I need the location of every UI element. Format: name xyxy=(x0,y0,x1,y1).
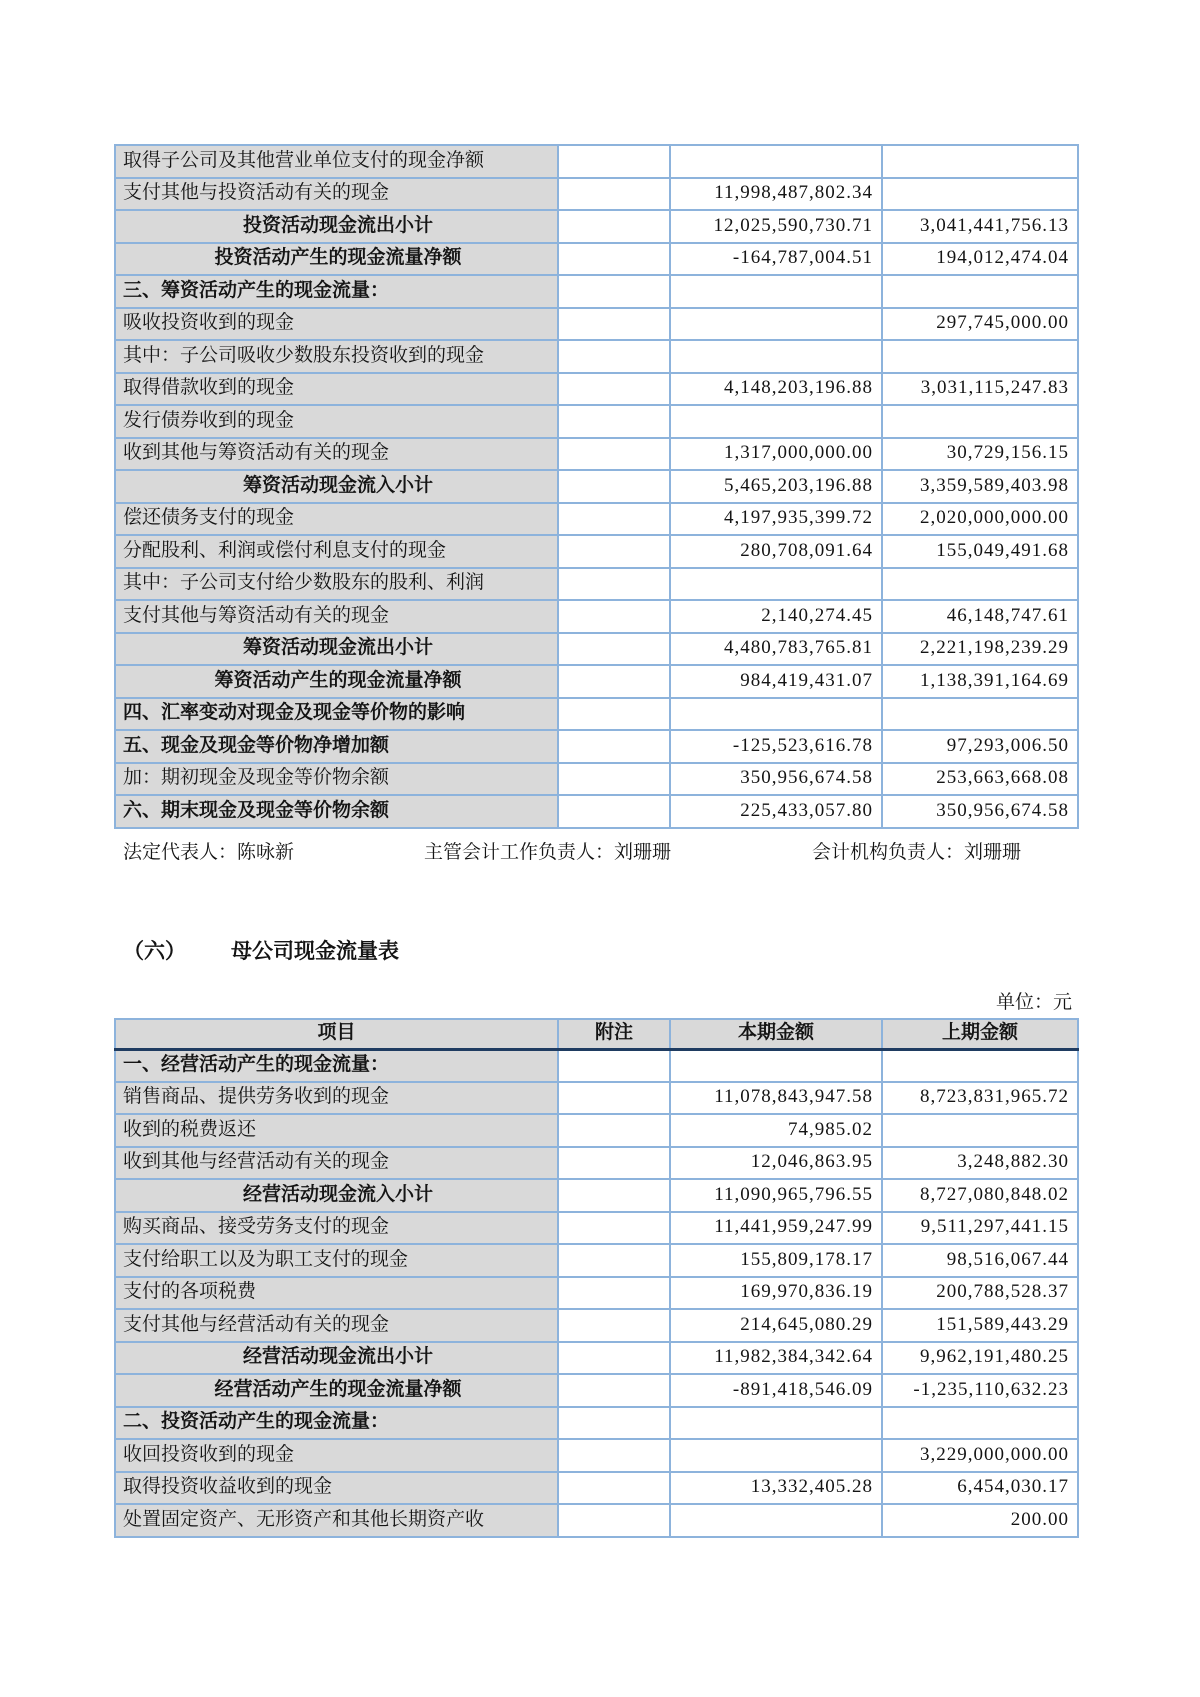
item-label-cell: 支付给职工以及为职工支付的现金 xyxy=(115,1244,558,1277)
item-label-cell: 吸收投资收到的现金 xyxy=(115,308,558,341)
current-amount-cell xyxy=(670,1049,882,1082)
note-cell xyxy=(558,1049,670,1082)
previous-amount-cell: 3,229,000,000.00 xyxy=(882,1439,1078,1472)
current-amount-cell: 11,090,965,796.55 xyxy=(670,1179,882,1212)
item-label-cell: 支付其他与筹资活动有关的现金 xyxy=(115,600,558,633)
consolidated-cash-flow-table-continued xyxy=(114,144,1079,829)
item-label-cell: 六、期末现金及现金等价物余额 xyxy=(115,795,558,828)
item-label-cell: 筹资活动现金流出小计 xyxy=(115,633,558,666)
current-amount-cell: 12,046,863.95 xyxy=(670,1147,882,1180)
note-cell xyxy=(558,308,670,341)
note-cell xyxy=(558,1472,670,1505)
table-row xyxy=(115,243,1078,276)
previous-amount-cell xyxy=(882,178,1078,211)
note-cell xyxy=(558,730,670,763)
item-label-cell: 取得投资收益收到的现金 xyxy=(115,1472,558,1505)
item-label-cell: 其中：子公司支付给少数股东的股利、利润 xyxy=(115,568,558,601)
table-row xyxy=(115,438,1078,471)
table-row xyxy=(115,1342,1078,1375)
item-label-cell: 收到其他与经营活动有关的现金 xyxy=(115,1147,558,1180)
item-label-cell: 发行债券收到的现金 xyxy=(115,405,558,438)
previous-amount-cell: 2,221,198,239.29 xyxy=(882,633,1078,666)
previous-amount-cell: 30,729,156.15 xyxy=(882,438,1078,471)
note-cell xyxy=(558,600,670,633)
current-amount-cell: 4,480,783,765.81 xyxy=(670,633,882,666)
previous-amount-cell: 2,020,000,000.00 xyxy=(882,503,1078,536)
table-row xyxy=(115,600,1078,633)
current-amount-cell: 225,433,057.80 xyxy=(670,795,882,828)
previous-amount-cell: 350,956,674.58 xyxy=(882,795,1078,828)
table-row xyxy=(115,1082,1078,1115)
previous-amount-cell: 194,012,474.04 xyxy=(882,243,1078,276)
previous-amount-cell xyxy=(882,698,1078,731)
item-label-cell: 分配股利、利润或偿付利息支付的现金 xyxy=(115,535,558,568)
item-label-cell: 四、汇率变动对现金及现金等价物的影响 xyxy=(115,698,558,731)
table-row xyxy=(115,633,1078,666)
table-row xyxy=(115,1049,1078,1082)
item-label-cell: 销售商品、提供劳务收到的现金 xyxy=(115,1082,558,1115)
previous-amount-cell: 3,248,882.30 xyxy=(882,1147,1078,1180)
note-cell xyxy=(558,438,670,471)
item-label-cell: 偿还债务支付的现金 xyxy=(115,503,558,536)
table-row xyxy=(115,275,1078,308)
item-label-cell: 其中：子公司吸收少数股东投资收到的现金 xyxy=(115,340,558,373)
table-row xyxy=(115,1374,1078,1407)
parent-company-cash-flow-table xyxy=(114,1018,1079,1538)
item-label-cell: 筹资活动现金流入小计 xyxy=(115,470,558,503)
current-amount-cell xyxy=(670,568,882,601)
current-amount-cell: 155,809,178.17 xyxy=(670,1244,882,1277)
current-amount-cell: 2,140,274.45 xyxy=(670,600,882,633)
table-row xyxy=(115,1504,1078,1537)
table-row xyxy=(115,405,1078,438)
unit-note: 单位：元 xyxy=(995,992,1072,1013)
previous-amount-cell xyxy=(882,1407,1078,1440)
note-cell xyxy=(558,1212,670,1245)
note-cell xyxy=(558,1342,670,1375)
table-row xyxy=(115,665,1078,698)
previous-amount-cell: 200,788,528.37 xyxy=(882,1277,1078,1310)
table-row xyxy=(115,470,1078,503)
previous-amount-cell xyxy=(882,145,1078,178)
table-row xyxy=(115,730,1078,763)
table-row xyxy=(115,340,1078,373)
note-cell xyxy=(558,340,670,373)
note-cell xyxy=(558,763,670,796)
previous-amount-cell: 297,745,000.00 xyxy=(882,308,1078,341)
note-cell xyxy=(558,1277,670,1310)
current-amount-cell: 5,465,203,196.88 xyxy=(670,470,882,503)
note-cell xyxy=(558,145,670,178)
table-row xyxy=(115,1212,1078,1245)
item-label-cell: 经营活动现金流入小计 xyxy=(115,1179,558,1212)
table-row xyxy=(115,568,1078,601)
table-header xyxy=(115,1019,1078,1049)
current-amount-cell xyxy=(670,405,882,438)
table-row xyxy=(115,178,1078,211)
previous-amount-cell: 9,962,191,480.25 xyxy=(882,1342,1078,1375)
item-label-cell: 三、筹资活动产生的现金流量： xyxy=(115,275,558,308)
table-row xyxy=(115,795,1078,828)
current-amount-cell: -891,418,546.09 xyxy=(670,1374,882,1407)
previous-amount-cell: 1,138,391,164.69 xyxy=(882,665,1078,698)
current-amount-cell xyxy=(670,275,882,308)
section-title: 母公司现金流量表 xyxy=(231,939,399,963)
note-cell xyxy=(558,795,670,828)
current-amount-cell: 169,970,836.19 xyxy=(670,1277,882,1310)
item-label-cell: 购买商品、接受劳务支付的现金 xyxy=(115,1212,558,1245)
signature-line xyxy=(114,837,1077,861)
previous-amount-cell: 9,511,297,441.15 xyxy=(882,1212,1078,1245)
header-row xyxy=(115,1019,1078,1049)
current-amount-cell xyxy=(670,1407,882,1440)
table-row xyxy=(115,763,1078,796)
current-amount-cell xyxy=(670,1504,882,1537)
current-amount-cell: 4,197,935,399.72 xyxy=(670,503,882,536)
current-amount-cell xyxy=(670,1439,882,1472)
item-label-cell: 投资活动现金流出小计 xyxy=(115,210,558,243)
table-row xyxy=(115,698,1078,731)
table-row xyxy=(115,308,1078,341)
note-cell xyxy=(558,243,670,276)
note-cell xyxy=(558,633,670,666)
accounting-dept-head-signature: 会计机构负责人：刘珊珊 xyxy=(812,842,1022,863)
current-amount-cell: 984,419,431.07 xyxy=(670,665,882,698)
item-label-cell: 二、投资活动产生的现金流量： xyxy=(115,1407,558,1440)
note-cell xyxy=(558,665,670,698)
chief-accounting-officer-signature: 主管会计工作负责人：刘珊珊 xyxy=(424,842,672,863)
note-cell xyxy=(558,1114,670,1147)
previous-amount-cell: 3,359,589,403.98 xyxy=(882,470,1078,503)
note-cell xyxy=(558,1309,670,1342)
current-amount-cell: 74,985.02 xyxy=(670,1114,882,1147)
item-label-cell: 收到的税费返还 xyxy=(115,1114,558,1147)
table-row xyxy=(115,145,1078,178)
item-label-cell: 经营活动现金流出小计 xyxy=(115,1342,558,1375)
previous-amount-cell: 98,516,067.44 xyxy=(882,1244,1078,1277)
item-label-cell: 收回投资收到的现金 xyxy=(115,1439,558,1472)
item-label-cell: 支付其他与投资活动有关的现金 xyxy=(115,178,558,211)
note-cell xyxy=(558,178,670,211)
table-row xyxy=(115,373,1078,406)
previous-amount-cell: 8,727,080,848.02 xyxy=(882,1179,1078,1212)
table-row xyxy=(115,1244,1078,1277)
current-amount-cell xyxy=(670,698,882,731)
legal-representative-signature: 法定代表人：陈咏新 xyxy=(123,842,295,863)
current-amount-cell: -125,523,616.78 xyxy=(670,730,882,763)
previous-amount-cell: 253,663,668.08 xyxy=(882,763,1078,796)
note-cell xyxy=(558,568,670,601)
previous-amount-cell xyxy=(882,1114,1078,1147)
current-amount-cell: 11,441,959,247.99 xyxy=(670,1212,882,1245)
current-amount-cell: 214,645,080.29 xyxy=(670,1309,882,1342)
previous-amount-cell: 46,148,747.61 xyxy=(882,600,1078,633)
item-label-cell: 筹资活动产生的现金流量净额 xyxy=(115,665,558,698)
item-label-cell: 支付的各项税费 xyxy=(115,1277,558,1310)
current-amount-cell: 11,078,843,947.58 xyxy=(670,1082,882,1115)
item-label-cell: 取得借款收到的现金 xyxy=(115,373,558,406)
table-row xyxy=(115,1179,1078,1212)
table-row xyxy=(115,210,1078,243)
note-cell xyxy=(558,470,670,503)
current-amount-cell: 12,025,590,730.71 xyxy=(670,210,882,243)
table-row xyxy=(115,1147,1078,1180)
table-row xyxy=(115,535,1078,568)
current-amount-cell: 11,998,487,802.34 xyxy=(670,178,882,211)
note-cell xyxy=(558,210,670,243)
previous-amount-cell: 155,049,491.68 xyxy=(882,535,1078,568)
current-amount-cell xyxy=(670,308,882,341)
previous-amount-cell: 6,454,030.17 xyxy=(882,1472,1078,1505)
table-body xyxy=(115,1049,1078,1537)
section-heading xyxy=(123,935,399,965)
note-cell xyxy=(558,275,670,308)
column-header: 项目 xyxy=(115,1019,558,1049)
column-header: 本期金额 xyxy=(670,1019,882,1049)
table-row xyxy=(115,1114,1078,1147)
current-amount-cell: 280,708,091.64 xyxy=(670,535,882,568)
table-row xyxy=(115,1407,1078,1440)
note-cell xyxy=(558,535,670,568)
previous-amount-cell xyxy=(882,275,1078,308)
previous-amount-cell: 200.00 xyxy=(882,1504,1078,1537)
previous-amount-cell: 8,723,831,965.72 xyxy=(882,1082,1078,1115)
note-cell xyxy=(558,1407,670,1440)
table-row xyxy=(115,1472,1078,1505)
previous-amount-cell xyxy=(882,340,1078,373)
current-amount-cell: 4,148,203,196.88 xyxy=(670,373,882,406)
previous-amount-cell: 151,589,443.29 xyxy=(882,1309,1078,1342)
item-label-cell: 五、现金及现金等价物净增加额 xyxy=(115,730,558,763)
note-cell xyxy=(558,1504,670,1537)
item-label-cell: 加：期初现金及现金等价物余额 xyxy=(115,763,558,796)
note-cell xyxy=(558,405,670,438)
item-label-cell: 处置固定资产、无形资产和其他长期资产收 xyxy=(115,1504,558,1537)
item-label-cell: 取得子公司及其他营业单位支付的现金净额 xyxy=(115,145,558,178)
note-cell xyxy=(558,1244,670,1277)
note-cell xyxy=(558,1179,670,1212)
section-index: （六） xyxy=(123,939,186,963)
note-cell xyxy=(558,373,670,406)
note-cell xyxy=(558,503,670,536)
current-amount-cell: 13,332,405.28 xyxy=(670,1472,882,1505)
note-cell xyxy=(558,698,670,731)
column-header: 上期金额 xyxy=(882,1019,1078,1049)
note-cell xyxy=(558,1082,670,1115)
note-cell xyxy=(558,1147,670,1180)
note-cell xyxy=(558,1374,670,1407)
previous-amount-cell: 3,031,115,247.83 xyxy=(882,373,1078,406)
table-row xyxy=(115,1439,1078,1472)
previous-amount-cell: -1,235,110,632.23 xyxy=(882,1374,1078,1407)
current-amount-cell: 350,956,674.58 xyxy=(670,763,882,796)
table-row xyxy=(115,1277,1078,1310)
current-amount-cell: 1,317,000,000.00 xyxy=(670,438,882,471)
current-amount-cell: 11,982,384,342.64 xyxy=(670,1342,882,1375)
current-amount-cell xyxy=(670,145,882,178)
item-label-cell: 支付其他与经营活动有关的现金 xyxy=(115,1309,558,1342)
table-body xyxy=(115,145,1078,828)
item-label-cell: 经营活动产生的现金流量净额 xyxy=(115,1374,558,1407)
current-amount-cell: -164,787,004.51 xyxy=(670,243,882,276)
table-row xyxy=(115,1309,1078,1342)
table-row xyxy=(115,503,1078,536)
previous-amount-cell xyxy=(882,1049,1078,1082)
item-label-cell: 投资活动产生的现金流量净额 xyxy=(115,243,558,276)
column-header: 附注 xyxy=(558,1019,670,1049)
previous-amount-cell xyxy=(882,405,1078,438)
item-label-cell: 一、经营活动产生的现金流量： xyxy=(115,1049,558,1082)
item-label-cell: 收到其他与筹资活动有关的现金 xyxy=(115,438,558,471)
previous-amount-cell: 97,293,006.50 xyxy=(882,730,1078,763)
previous-amount-cell: 3,041,441,756.13 xyxy=(882,210,1078,243)
previous-amount-cell xyxy=(882,568,1078,601)
current-amount-cell xyxy=(670,340,882,373)
note-cell xyxy=(558,1439,670,1472)
